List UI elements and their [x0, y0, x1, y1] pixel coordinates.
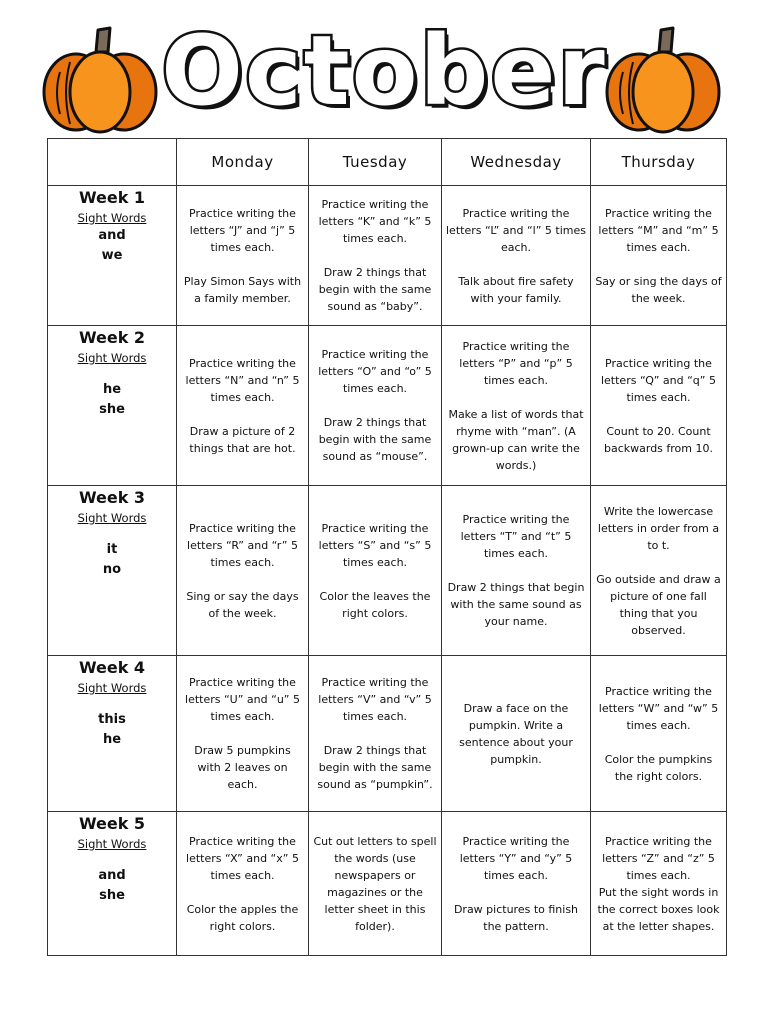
corner-cell — [48, 139, 177, 186]
activity-text: Practice writing the letters “W” and “w” 5 times each. — [598, 684, 719, 732]
activity-text: Color the apples the right colors. — [186, 902, 299, 933]
activity-text: Practice writing the letters “Z” and “z” 5 times each. — [602, 834, 715, 882]
activity-cell — [442, 656, 591, 812]
day-header: Monday — [177, 139, 309, 186]
sight-word: she — [99, 402, 125, 417]
activity-text: Color the pumpkins the right colors. — [604, 752, 713, 783]
week-cell — [48, 186, 177, 326]
week-label: Week 5 — [78, 814, 146, 833]
activity-cell — [591, 186, 727, 326]
week-row — [48, 486, 727, 656]
activity-text: Practice writing the letters “T” and “t” 5 times each. — [460, 513, 572, 560]
activity-cell — [591, 326, 727, 486]
page-title: October — [161, 15, 607, 127]
activity-text: Put the sight words in the correct boxes look at the letter shapes. — [597, 885, 720, 933]
activity-cell — [177, 326, 309, 486]
pumpkin-icon — [603, 22, 723, 134]
sight-word: and — [98, 228, 126, 243]
calendar-table — [47, 138, 727, 956]
activity-text: Draw 2 things that begin with the same sound as “mouse”. — [318, 416, 432, 463]
week-row — [48, 656, 727, 812]
sight-word: and — [98, 868, 126, 883]
activity-text: Go outside and draw a picture of one fall thing that you observed. — [596, 572, 721, 637]
activity-cell — [442, 486, 591, 656]
week-row — [48, 812, 727, 956]
sight-words-label: Sight Words — [77, 211, 147, 225]
sight-words-label: Sight Words — [77, 511, 147, 525]
activity-cell — [591, 812, 727, 956]
header-row — [48, 139, 727, 186]
activity-text: Practice writing the letters “O” and “o” 5 times each. — [318, 348, 432, 395]
activity-cell — [591, 656, 727, 812]
activity-cell — [177, 812, 309, 956]
activity-cell — [177, 656, 309, 812]
activity-cell — [309, 656, 442, 812]
sight-words-label: Sight Words — [77, 351, 147, 365]
pumpkin-icon — [40, 22, 160, 134]
activity-text: Make a list of words that rhyme with “man”. (A grown-up can write the words.) — [448, 407, 584, 472]
activity-text: Write the lowercase letters in order from a to t. — [597, 504, 720, 552]
activity-text: Practice writing the letters “L” and “l” 5 times each. — [446, 206, 586, 254]
sight-word: he — [102, 732, 122, 747]
activity-text: Practice writing the letters “S” and “s” 5 times each. — [318, 521, 432, 569]
activity-text: Draw 2 things that begin with the same sound as “baby”. — [318, 266, 432, 313]
activity-text: Draw 5 pumpkins with 2 leaves on each. — [194, 744, 291, 791]
activity-text: Draw a picture of 2 things that are hot. — [189, 424, 296, 455]
day-header: Thursday — [591, 139, 727, 186]
activity-cell — [309, 186, 442, 326]
activity-cell — [442, 812, 591, 956]
day-header: Tuesday — [309, 139, 442, 186]
week-label: Week 2 — [78, 328, 146, 347]
page-header — [0, 0, 768, 136]
activity-text: Draw pictures to finish the pattern. — [453, 902, 579, 933]
activity-text: Practice writing the letters “J” and “j” 5 times each. — [189, 206, 296, 254]
sight-word: he — [102, 382, 122, 397]
week-label: Week 3 — [78, 488, 146, 507]
sight-word: this — [98, 712, 126, 727]
activity-text: Draw 2 things that begin with the same sound as your name. — [447, 581, 585, 628]
activity-text: Play Simon Says with a family member. — [183, 274, 302, 305]
activity-cell — [177, 186, 309, 326]
week-cell — [48, 486, 177, 656]
sight-words-label: Sight Words — [77, 837, 147, 851]
activity-text: Sing or say the days of the week. — [186, 589, 299, 620]
week-row — [48, 326, 727, 486]
sight-word: it — [106, 542, 118, 557]
activity-cell — [442, 186, 591, 326]
activity-cell — [309, 486, 442, 656]
activity-text: Cut out letters to spell the words (use newspapers or magazines or the letter sheet in this folder). — [313, 834, 437, 933]
week-cell — [48, 812, 177, 956]
sight-word: she — [99, 888, 125, 903]
activity-text: Practice writing the letters “R” and “r” 5 times each. — [187, 521, 298, 569]
activity-text: Count to 20. Count backwards from 10. — [603, 424, 713, 455]
activity-text: Practice writing the letters “M” and “m” 5 times each. — [598, 206, 719, 254]
activity-text: Practice writing the letters “Y” and “y” 5 times each. — [459, 834, 573, 882]
week-label: Week 4 — [78, 658, 146, 677]
activity-text: Say or sing the days of the week. — [595, 274, 722, 305]
activity-text: Practice writing the letters “X” and “x” 5 times each. — [186, 834, 299, 882]
activity-cell — [591, 486, 727, 656]
activity-text: Practice writing the letters “N” and “n” 5 times each. — [185, 356, 300, 404]
sight-word: no — [102, 562, 122, 577]
activity-text: Talk about fire safety with your family. — [458, 274, 574, 305]
activity-cell — [177, 486, 309, 656]
week-cell — [48, 326, 177, 486]
activity-text: Practice writing the letters “U” and “u” 5 times each. — [185, 676, 300, 723]
activity-cell — [442, 326, 591, 486]
activity-text: Color the leaves the right colors. — [319, 589, 431, 620]
day-header: Wednesday — [442, 139, 591, 186]
activity-text: Practice writing the letters “P” and “p” 5 times each. — [459, 339, 573, 387]
activity-text: Draw a face on the pumpkin. Write a sentence about your pumpkin. — [459, 701, 573, 766]
week-row — [48, 186, 727, 326]
activity-cell — [309, 326, 442, 486]
activity-text: Draw 2 things that begin with the same sound as “pumpkin”. — [317, 744, 433, 791]
activity-text: Practice writing the letters “K” and “k” 5 times each. — [318, 198, 432, 245]
activity-cell — [309, 812, 442, 956]
activity-text: Practice writing the letters “Q” and “q” 5 times each. — [600, 356, 716, 404]
week-cell — [48, 656, 177, 812]
activity-text: Practice writing the letters “V” and “v” 5 times each. — [318, 676, 432, 723]
week-label: Week 1 — [78, 188, 146, 207]
sight-words-label: Sight Words — [77, 681, 147, 695]
sight-word: we — [101, 248, 123, 263]
